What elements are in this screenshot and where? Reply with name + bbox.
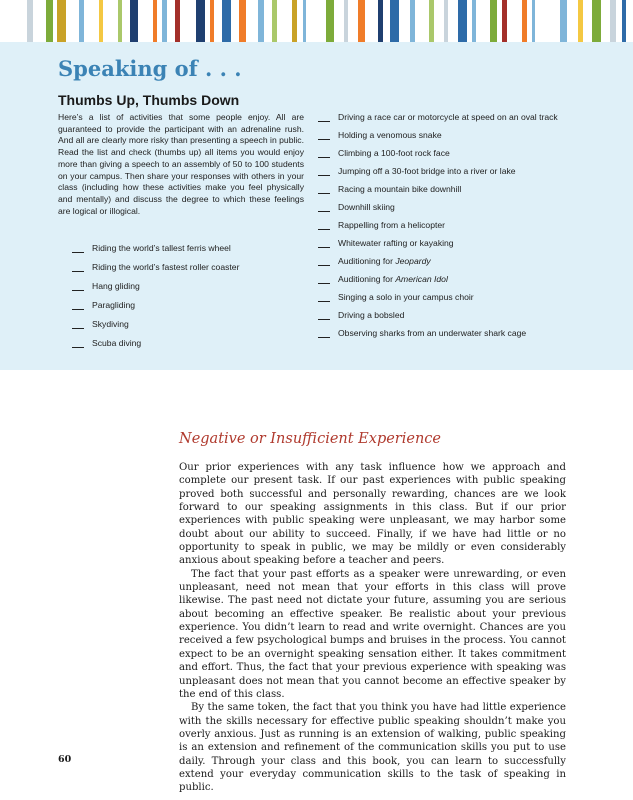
checklist-item [318,256,558,267]
stripe [272,0,277,42]
checkbox-blank[interactable] [72,319,84,329]
checklist-item [72,300,312,319]
checkbox-blank[interactable] [318,148,330,158]
checkbox-blank[interactable] [318,274,330,284]
box-intro-text: Here’s a list of activities that some people enjoy. All are guaranteed to provide the participant with an adrenaline rush. And all are clearly more risky than presenting a speech in public. Read the list and check (thumbs up) all items you would enjoy more than giving a speech to an assembly of 50 to 100 students on your campus. Then share your responses with others in your class (including how these activities make you feel physically and mentally) and discuss the degree to which these feelings are logical or illogical. [58,112,304,216]
stripe [99,0,103,42]
stripe [502,0,507,42]
checklist-item [318,274,558,285]
checkbox-blank[interactable] [72,243,84,253]
stripe [472,0,476,42]
stripe [358,0,365,42]
checklist-item-label: Singing a solo in your campus choir [338,291,474,302]
checklist-item-label: Jumping off a 30-foot bridge into a river or lake [338,165,516,176]
checkbox-blank[interactable] [318,130,330,140]
stripe [429,0,434,42]
stripe [490,0,497,42]
checklist-item [318,328,558,339]
stripe [622,0,626,42]
stripe [522,0,527,42]
stripe [222,0,231,42]
body-paragraph: The fact that your past efforts as a speaker were unrewarding, or even unpleasant, need not mean that your efforts in this class will prove likewise. The past need not dictate your future, assuming you are serious about becoming an effective speaker. Be realistic about your previous experience. You didn’t learn to read and write overnight. Chances are you received a few psychological bumps and bruises in the process. You cannot expect to be an overnight speaking sensation either. It takes commitment and effort. Thus, the fact that your previous experience with speaking was unpleasant does not mean that you cannot become an effective speaker by the end of this class. [179,568,566,700]
checklist-item-label: Downhill skiing [338,201,395,212]
stripe [153,0,157,42]
checklist-item [318,220,558,231]
checklist-item [72,281,312,300]
body-paragraph: By the same token, the fact that you think you have had little experience with the skills necessary for effective public speaking shouldn’t make you overly anxious. Just as running is an extension of walking, public speaking is an extension and refinement of the communication skills you put to use daily. Through your class and this book, you can learn to successfully extend your everyday communication skills to the task of speaking in public. [179,702,566,794]
stripe [610,0,616,42]
stripe [46,0,53,42]
stripe [458,0,467,42]
checklist-item-label: Rappelling from a helicopter [338,219,446,230]
stripe [210,0,214,42]
checklist-item [318,202,558,213]
checklist-item [318,292,558,303]
checklist-item-label: Racing a mountain bike downhill [338,183,462,194]
stripe [560,0,567,42]
checklist-item [318,310,558,321]
checklist-item-label: Scuba diving [92,338,142,348]
checklist-item [72,243,312,262]
body-paragraph: Our prior experiences with any task influence how we approach and complete our present task. If our past experiences with public speaking proved both successful and personally rewarding, chances are we look forward to our speaking assignments in this class. But if our prior experiences with public speaking were unpleasant, we may harbor some doubt about our ability to succeed. Finally, if we have had little or no opportunity to speak in public, we may be mildly or even considerably anxious about speaking before a teacher and peers. [179,462,566,567]
checkbox-blank[interactable] [318,328,330,338]
checklist-item-label: Auditioning for Jeopardy [338,255,431,266]
checkbox-blank[interactable] [72,281,84,291]
checklist-item [318,184,558,195]
checkbox-blank[interactable] [318,292,330,302]
stripe [130,0,138,42]
checklist-item [318,238,558,249]
stripe [344,0,348,42]
checkbox-blank[interactable] [318,112,330,122]
stripe [258,0,264,42]
stripe [175,0,180,42]
stripe [79,0,84,42]
checkbox-blank[interactable] [72,300,84,310]
stripe [162,0,167,42]
stripe [292,0,297,42]
stripe [390,0,399,42]
checklist-item-label: Observing sharks from an underwater shark cage [338,327,527,338]
checklist-item-label: Hang gliding [92,281,140,291]
checklist-item [318,166,558,177]
activity-checklist-left [72,243,312,357]
checklist-item-label: Riding the world’s fastest roller coaster [92,262,240,272]
stripe [57,0,66,42]
stripe [303,0,306,42]
checklist-item-label: Holding a venomous snake [338,129,442,140]
decorative-stripe-band [0,0,633,42]
checklist-item-label: Paragliding [92,300,135,310]
checklist-item-label: Driving a race car or motorcycle at speed on an oval track [338,112,558,122]
checklist-item [72,262,312,281]
checklist-item [72,338,312,357]
stripe [118,0,122,42]
section-heading: Negative or Insufficient Experience [179,431,441,447]
checkbox-blank[interactable] [318,256,330,266]
checklist-item-label: Riding the world’s tallest ferris wheel [92,243,231,253]
checklist-item-label: Skydiving [92,319,129,329]
checklist-item-label: Whitewater rafting or kayaking [338,237,454,248]
stripe [532,0,535,42]
checklist-item-label: Auditioning for American Idol [338,273,448,284]
box-heading: Speaking of . . . [58,56,242,81]
checkbox-blank[interactable] [318,166,330,176]
checkbox-blank[interactable] [318,238,330,248]
checkbox-blank[interactable] [318,202,330,212]
stripe [592,0,601,42]
stripe [196,0,205,42]
checklist-item [72,319,312,338]
checkbox-blank[interactable] [318,220,330,230]
checklist-item-label: Driving a bobsled [338,309,405,320]
stripe [27,0,33,42]
checklist-item [318,112,558,123]
program-title: American Idol [395,273,448,284]
checkbox-blank[interactable] [318,310,330,320]
program-title: Jeopardy [395,255,431,266]
page-number: 60 [58,754,72,765]
stripe [578,0,583,42]
checklist-item-label: Climbing a 100-foot rock face [338,147,450,158]
checklist-item [318,130,558,141]
stripe [326,0,334,42]
checkbox-blank[interactable] [72,338,84,348]
checkbox-blank[interactable] [318,184,330,194]
stripe [444,0,448,42]
activity-checklist-right [318,112,558,346]
stripe [378,0,383,42]
checklist-item [318,148,558,159]
stripe [239,0,246,42]
checkbox-blank[interactable] [72,262,84,272]
box-subheading: Thumbs Up, Thumbs Down [58,92,240,108]
stripe [410,0,415,42]
section-body [179,461,566,795]
